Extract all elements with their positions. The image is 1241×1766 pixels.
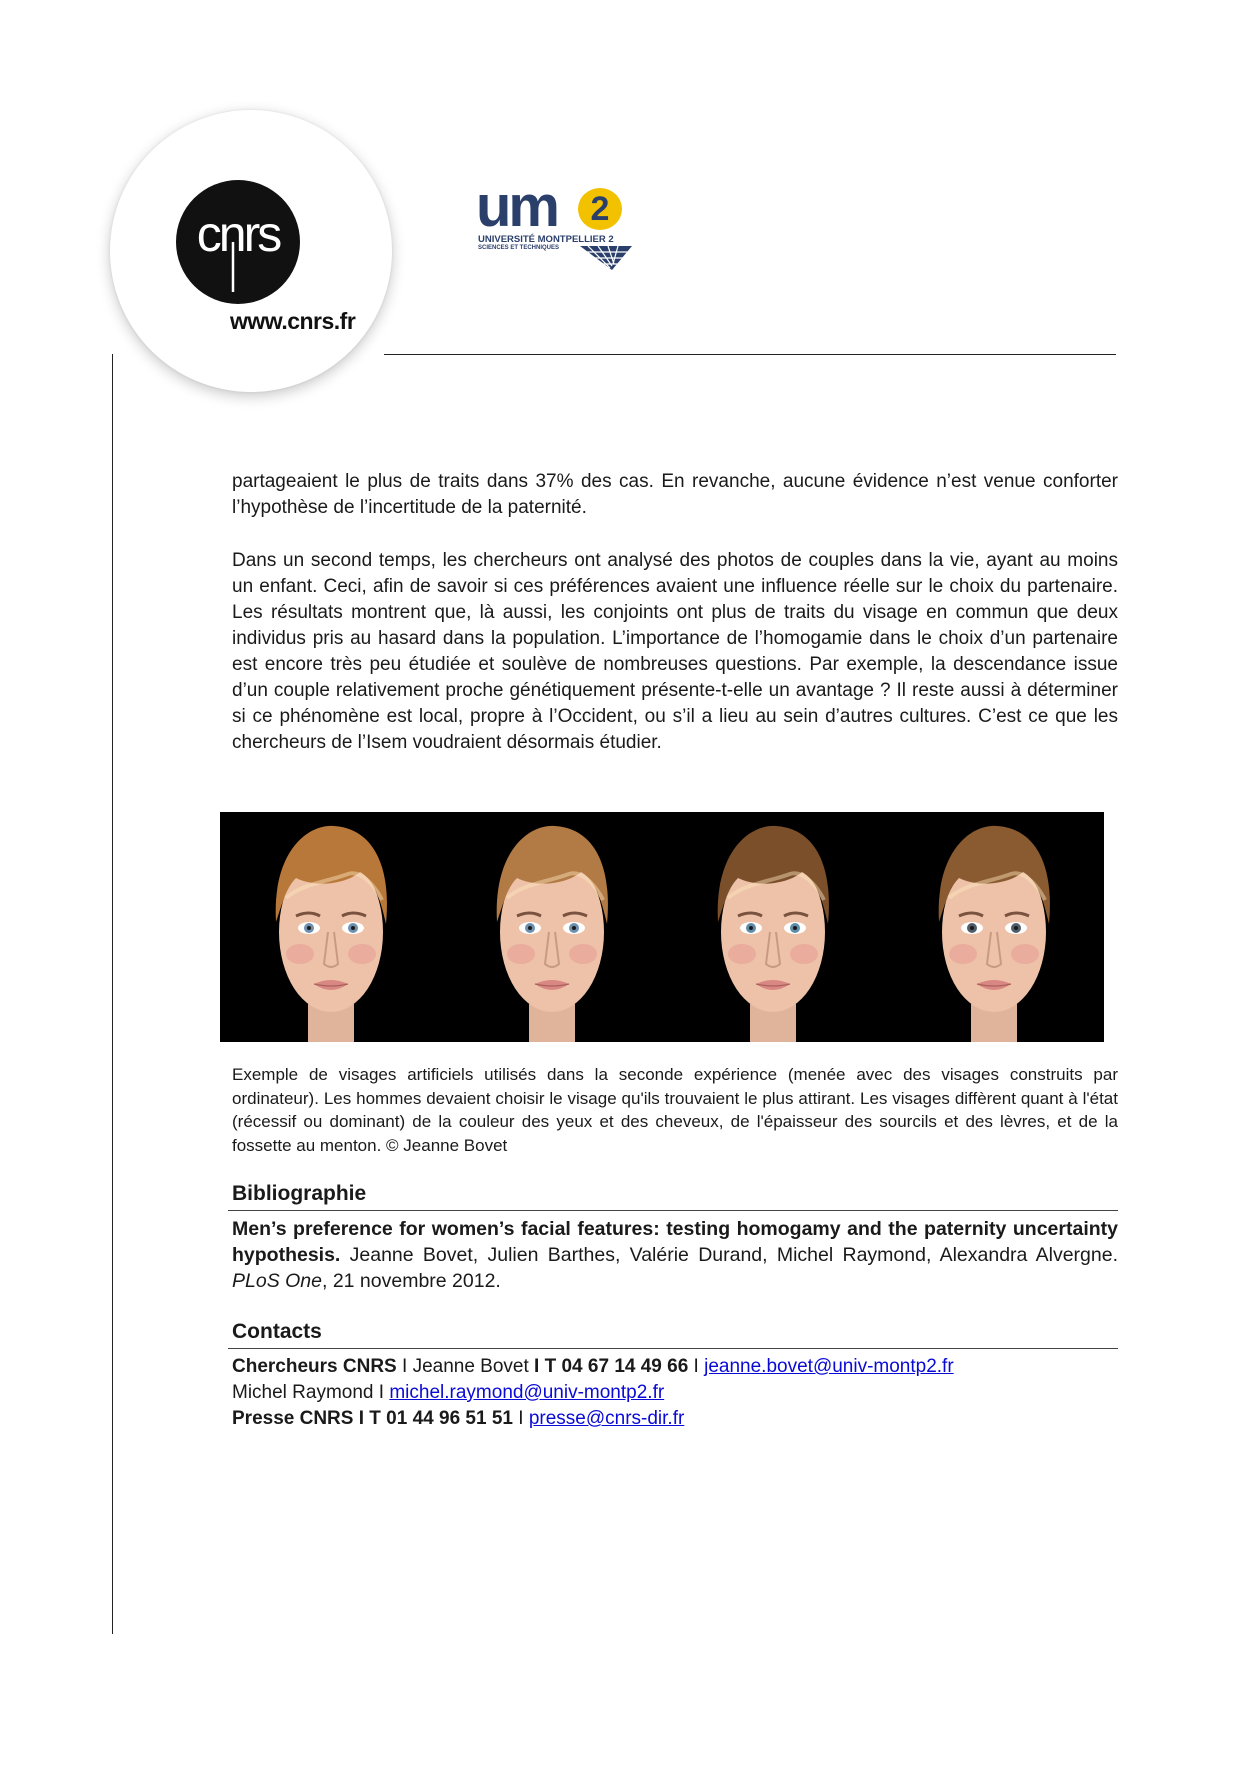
um2-logo-circle <box>578 188 622 230</box>
cnrs-logo-mark <box>176 180 300 304</box>
margin-rule <box>112 354 113 1634</box>
bibliography-authors: Jeanne Bovet, Julien Barthes, Valérie Durand, Michel Raymond, Alexandra Alvergne. <box>340 1244 1118 1266</box>
face-1 <box>256 814 406 1042</box>
separator: I <box>512 1408 529 1429</box>
um2-logo-grid-icon <box>578 242 634 272</box>
face-2 <box>477 814 627 1042</box>
paragraph-1: partageaient le plus de traits dans 37% des cas. En revanche, aucune évidence n’est venue conforter l’hypothèse de l’incertitude de la paternité. <box>232 471 1118 518</box>
header-rule <box>384 354 1116 355</box>
um2-logo <box>476 174 636 274</box>
contact-press-label: Presse CNRS <box>232 1408 354 1429</box>
separator: I <box>688 1356 705 1377</box>
paragraph-2: Dans un second temps, les chercheurs ont analysé des photos de couples dans la vie, ayant au moins un enfant. Ceci, afin de savoir si ces préférences avaient une influence réelle sur le choix du partenaire. Les résultats montrent que, là aussi, les conjoints ont plus de traits du visage en commun que deux individus pris au hasard dans la population. L’importance de l’homogamie dans le choix d’un partenaire est encore très peu étudiée et soulève de nombreuses questions. Par exemple, la descendance issue d’un couple relativement proche génétiquement présente-t-elle un avantage ? Il reste aussi à déterminer si ce phénomène est local, propre à l’Occident, ou s’il a lieu au sein d’autres cultures. C’est ce que les chercheurs de l’Isem voudraient désormais étudier. <box>232 550 1118 753</box>
bibliography-title: Men’s preference for women’s facial features: testing homogamy and the paternity uncertainty hypothesis. <box>232 1218 1118 1266</box>
cnrs-logo <box>176 180 300 304</box>
bibliography-date: , 21 novembre 2012. <box>321 1270 501 1292</box>
contact-researchers-label: Chercheurs CNRS <box>232 1356 397 1377</box>
contacts-heading: Contacts <box>232 1320 322 1343</box>
contact-researcher-phone: T 04 67 14 49 66 <box>544 1356 689 1377</box>
cnrs-logo-text: cnrs <box>196 206 280 262</box>
face-3 <box>698 814 848 1042</box>
figure-caption: Exemple de visages artificiels utilisés dans la seconde expérience (menée avec des visages construits par ordinateur). Les hommes devaient choisir le visage qu'ils trouvaient le plus attirant. Les visages diffèrent quant à l'état (récessif ou dominant) de la couleur des yeux et des cheveux, de l'épaisseur des sourcils et des lèvres, et de la fossette au menton. © Jeanne Bovet <box>232 1065 1118 1155</box>
face-4 <box>919 814 1069 1042</box>
bibliography-entry <box>232 1216 1118 1294</box>
bibliography-journal: PLoS One <box>232 1270 322 1292</box>
bibliography-heading: Bibliographie <box>232 1182 367 1205</box>
separator: I <box>528 1356 545 1377</box>
um2-logo-subtitle: SCIENCES ET TECHNIQUES <box>478 245 560 251</box>
contact-line-michel <box>232 1380 1118 1406</box>
faces-figure <box>220 812 1104 1042</box>
contact-press-phone: T 01 44 96 51 51 <box>369 1408 513 1429</box>
contact-line-press <box>232 1406 1118 1432</box>
bibliography-rule <box>228 1210 1118 1211</box>
cnrs-url: www.cnrs.fr <box>230 308 356 334</box>
separator: I <box>353 1408 370 1429</box>
email-link-press[interactable]: presse@cnrs-dir.fr <box>528 1408 685 1429</box>
um2-logo-name: UNIVERSITÉ MONTPELLIER 2 <box>478 234 614 245</box>
email-link-jeanne-bovet[interactable]: jeanne.bovet@univ-montp2.fr <box>704 1356 954 1377</box>
separator: I <box>396 1356 413 1377</box>
um2-logo-digit: 2 <box>590 190 610 228</box>
contact-researcher-name: Michel Raymond <box>232 1382 374 1403</box>
contact-line-researchers <box>232 1354 1118 1380</box>
separator: I <box>373 1382 390 1403</box>
um2-logo-letters: um <box>476 174 557 239</box>
email-link-michel-raymond[interactable]: michel.raymond@univ-montp2.fr <box>389 1382 665 1403</box>
contacts-rule <box>228 1348 1118 1349</box>
contact-researcher-name: Jeanne Bovet <box>412 1356 529 1377</box>
